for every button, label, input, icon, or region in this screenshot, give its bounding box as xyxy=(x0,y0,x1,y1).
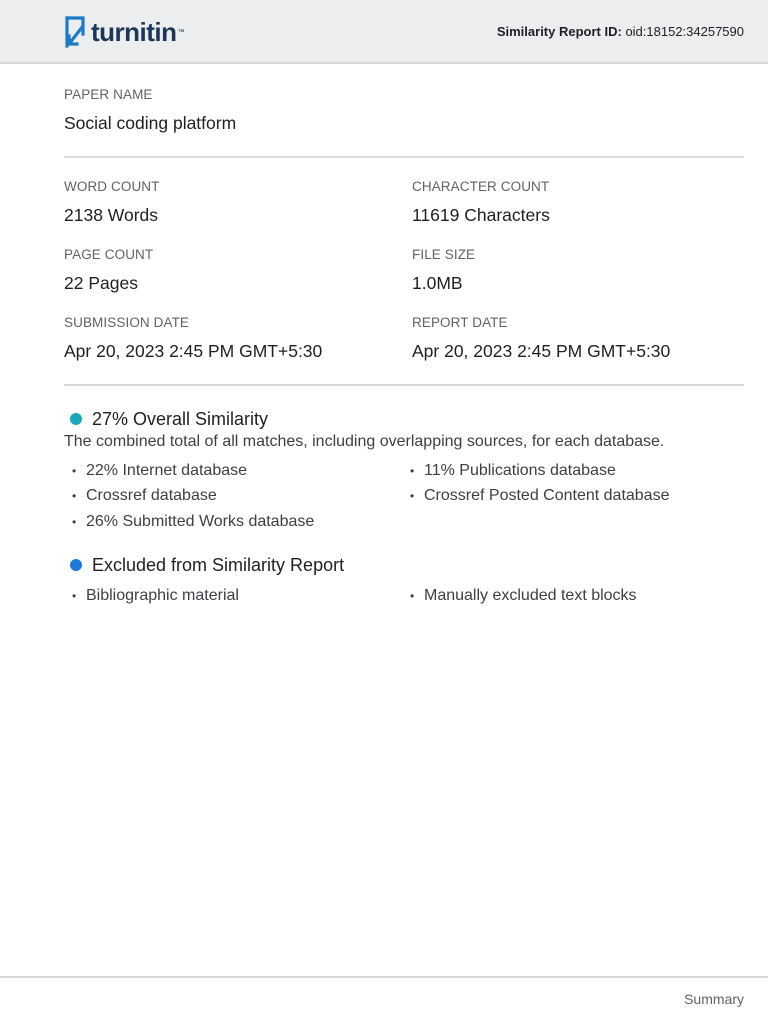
divider xyxy=(64,384,744,386)
divider xyxy=(64,156,744,158)
list-item: • 22% Internet database xyxy=(72,462,248,479)
submission-date-value: Apr 20, 2023 2:45 PM GMT+5:30 xyxy=(64,341,323,361)
character-count-value: 11619 Characters xyxy=(412,205,550,225)
character-count-label: CHARACTER COUNT xyxy=(412,179,550,194)
list-item: • Crossref Posted Content database xyxy=(410,487,670,504)
submission-date-label: SUBMISSION DATE xyxy=(64,315,190,330)
file-size-label: FILE SIZE xyxy=(412,247,476,262)
bullet-icon: • xyxy=(410,589,415,603)
report-date-value: Apr 20, 2023 2:45 PM GMT+5:30 xyxy=(412,341,671,361)
list-item: • 11% Publications database xyxy=(410,462,616,479)
submission-date-field xyxy=(64,315,322,362)
bullet-icon: • xyxy=(410,489,415,503)
footer-divider xyxy=(0,976,768,978)
report-date-field xyxy=(412,315,670,362)
footer-summary-label: Summary xyxy=(684,991,744,1007)
bullet-icon: • xyxy=(72,464,77,478)
file-size-field xyxy=(412,247,475,294)
page-count-field xyxy=(64,247,153,294)
bullet-icon: • xyxy=(72,489,77,503)
bullet-icon: • xyxy=(410,464,415,478)
turnitin-logo: turnitin ™ xyxy=(63,14,185,50)
bullet-icon: • xyxy=(72,515,77,529)
paper-name-label: PAPER NAME xyxy=(64,87,153,102)
excluded-dot-icon xyxy=(70,559,82,571)
word-count-value: 2138 Words xyxy=(64,205,159,225)
paper-name-field xyxy=(64,87,236,134)
file-size-value: 1.0MB xyxy=(412,273,463,293)
page-count-label: PAGE COUNT xyxy=(64,247,154,262)
list-item: • Bibliographic material xyxy=(72,587,239,604)
word-count-field xyxy=(64,179,160,226)
page-count-value: 22 Pages xyxy=(64,273,138,293)
excluded-heading xyxy=(70,554,344,576)
report-id-label: Similarity Report ID: xyxy=(496,24,622,39)
similarity-description: The combined total of all matches, including overlapping sources, for each database. xyxy=(64,433,665,450)
word-count-label: WORD COUNT xyxy=(64,179,160,194)
list-item: • Crossref database xyxy=(72,487,217,504)
paper-name-value: Social coding platform xyxy=(64,113,237,133)
bullet-icon: • xyxy=(72,589,77,603)
excluded-title: Excluded from Similarity Report xyxy=(92,555,345,575)
brand-name: turnitin xyxy=(91,17,177,47)
overall-similarity-heading xyxy=(70,408,268,430)
turnitin-logo-icon xyxy=(63,14,87,50)
list-item: • 26% Submitted Works database xyxy=(72,513,315,530)
character-count-field xyxy=(412,179,550,226)
report-id-value: oid:18152:34257590 xyxy=(625,24,744,39)
list-item: • Manually excluded text blocks xyxy=(410,587,637,604)
similarity-report-id xyxy=(497,24,744,40)
overall-similarity-title: 27% Overall Similarity xyxy=(92,409,269,429)
similarity-dot-icon xyxy=(70,413,82,425)
report-header xyxy=(0,0,768,64)
report-date-label: REPORT DATE xyxy=(412,315,508,330)
